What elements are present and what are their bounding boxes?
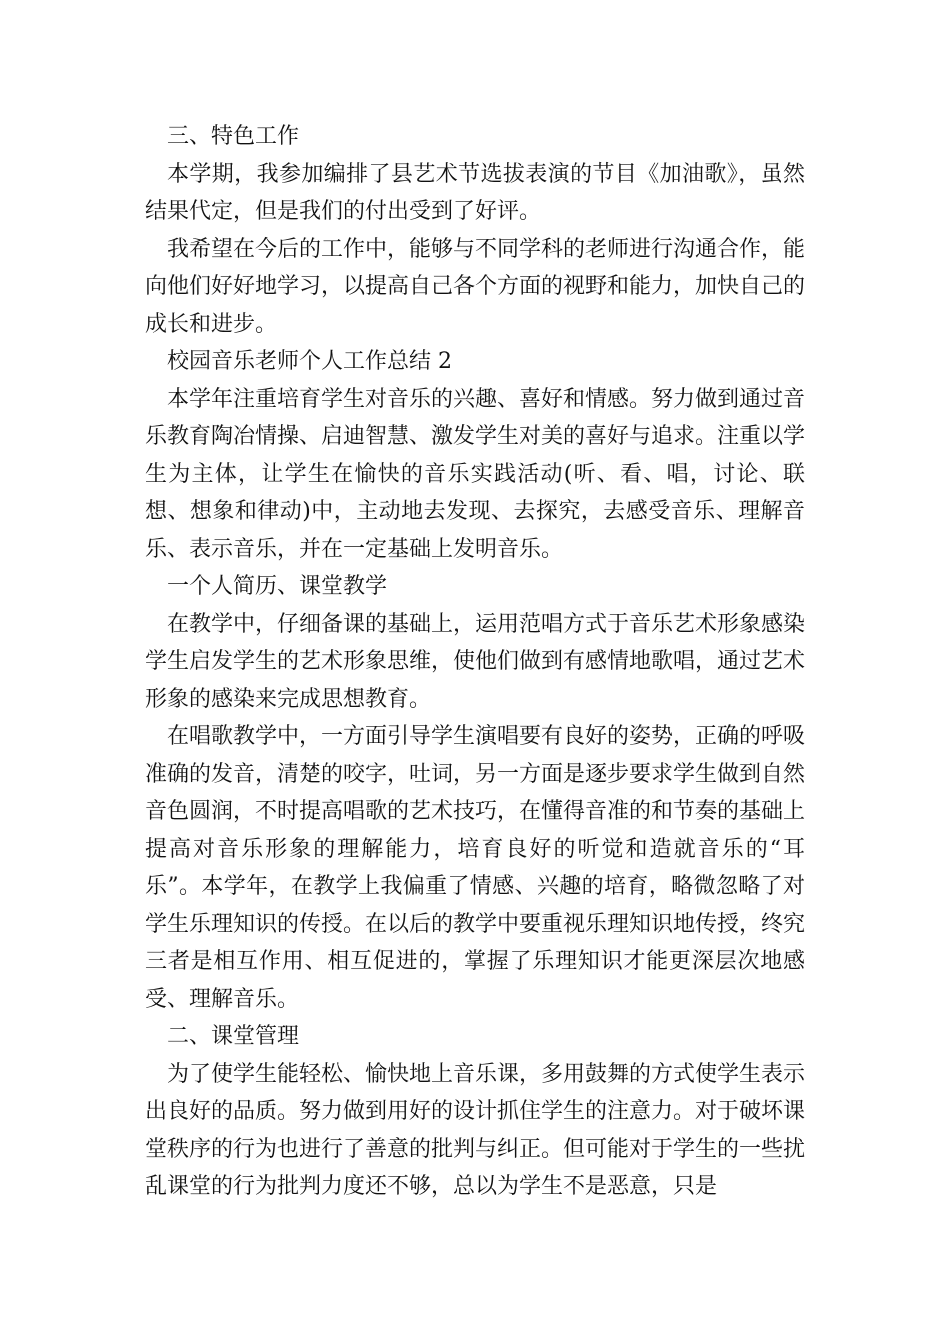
section-heading-classroom-teaching: 一个人简历、课堂教学 [167, 574, 388, 599]
paragraph-festival: 本学期，我参加编排了县艺术节选拔表演的节目《加油歌》，虽然结果代定，但是我们的付出受到了好评。 [145, 161, 805, 224]
document-body [145, 118, 805, 1206]
document-title-summary-2: 校园音乐老师个人工作总结 2 [167, 349, 452, 374]
paragraph-lesson-prep: 在教学中，仔细备课的基础上，运用范唱方式于音乐艺术形象感染学生启发学生的艺术形象思维，使他们做到有感情地歌唱，通过艺术形象的感染来完成思想教育。 [145, 611, 806, 712]
paragraph-singing-teaching: 在唱歌教学中，一方面引导学生演唱要有良好的姿势，正确的呼吸准确的发音，清楚的咬字，吐词，另一方面是逐步要求学生做到自然音色圆润，不时提高唱歌的艺术技巧，在懂得音准的和节奏的基础上提高对音乐形象的理解能力，培育良好的听觉和造就音乐的“耳乐”。本学年，在教学上我偏重了情感、兴趣的培育，略微忽略了对学生乐理知识的传授。在以后的教学中要重视乐理知识地传授，终究三者是相互作用、相互促进的，掌握了乐理知识才能更深层次地感受、理解音乐。 [145, 724, 806, 1012]
paragraph-management: 为了使学生能轻松、愉快地上音乐课，多用鼓舞的方式使学生表示出良好的品质。努力做到用好的设计抓住学生的注意力。对于破坏课堂秩序的行为也进行了善意的批判与纠正。但可能对于学生的一些扰乱课堂的行为批判力度还不够，总以为学生不是恶意，只是 [145, 1061, 806, 1199]
section-heading-features: 三、特色工作 [167, 124, 300, 149]
paragraph-hope: 我希望在今后的工作中，能够与不同学科的老师进行沟通合作，能向他们好好地学习，以提高自己各个方面的视野和能力，加快自己的成长和进步。 [145, 236, 806, 337]
paragraph-interest: 本学年注重培育学生对音乐的兴趣、喜好和情感。努力做到通过音乐教育陶冶情操、启迪智慧、激发学生对美的喜好与追求。注重以学生为主体，让学生在愉快的音乐实践活动(听、看、唱，讨论、联想、想象和律动)中，主动地去发现、去探究，去感受音乐、理解音乐、表示音乐，并在一定基础上发明音乐。 [145, 386, 806, 562]
section-heading-classroom-management: 二、课堂管理 [167, 1024, 300, 1049]
